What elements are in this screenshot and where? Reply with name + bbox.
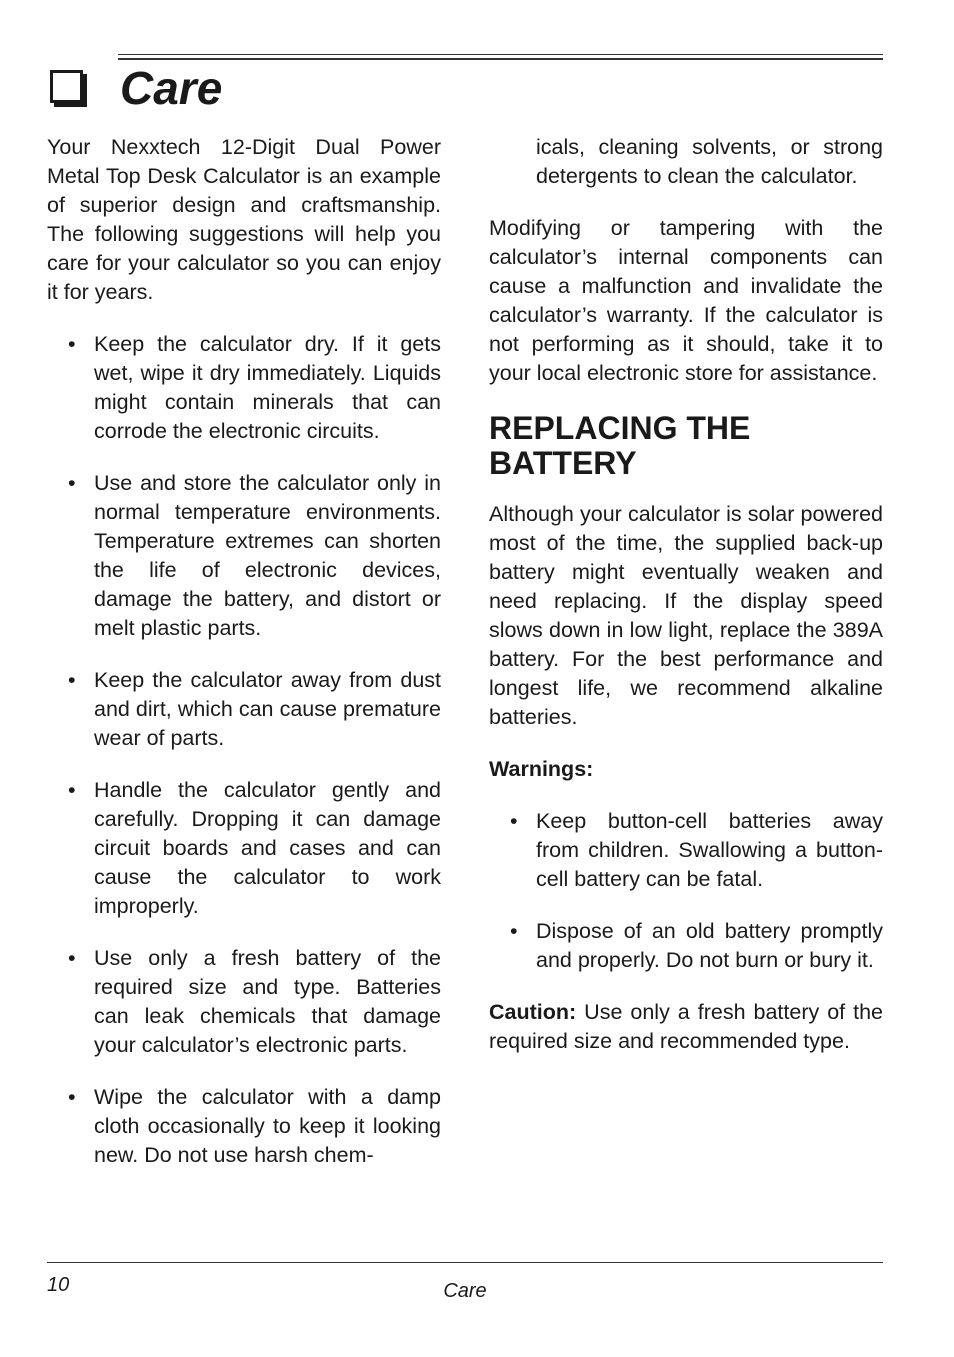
page-title: Care: [120, 62, 223, 114]
page-number: 10: [47, 1274, 70, 1296]
list-item: [47, 469, 441, 643]
footer-rule: [47, 1262, 883, 1263]
list-item: [47, 1083, 441, 1170]
care-tips-list: [47, 330, 441, 1170]
warnings-list: [489, 807, 883, 975]
bullet-icon: •: [510, 809, 518, 833]
header-rule-thin: [118, 54, 883, 55]
bullet-icon: •: [68, 1085, 76, 1109]
list-item-text: Keep button-cell batteries away from children. Swallowing a button-cell battery can be fatal.: [536, 809, 883, 891]
list-item: [47, 944, 441, 1060]
footer-section-label: Care: [443, 1280, 487, 1302]
continued-bullet-text: icals, cleaning solvents, or strong detergents to clean the calculator.: [536, 135, 883, 188]
bullet-icon: •: [68, 471, 76, 495]
list-item-text: Keep the calculator away from dust and dirt, which can cause premature wear of parts.: [94, 668, 441, 750]
bullet-icon: •: [68, 332, 76, 356]
list-item: [47, 666, 441, 753]
list-item-text: Use and store the calculator only in normal temperature environments. Temperature extremes can shorten the life of electronic devices, damage the battery, and distort or melt plastic parts.: [94, 471, 441, 640]
list-item-text: Wipe the calculator with a damp cloth occasionally to keep it looking new. Do not use harsh chem-: [94, 1085, 441, 1167]
caution-text: Use only a fresh battery of the required size and recommended type.: [489, 1000, 883, 1053]
right-column: [489, 133, 883, 1079]
bullet-icon: •: [68, 778, 76, 802]
list-item-text: Keep the calculator dry. If it gets wet, wipe it dry immediately. Liquids might contain minerals that can corrode the electronic circuits.: [94, 332, 441, 443]
intro-paragraph: Your Nexxtech 12-Digit Dual Power Metal Top Desk Calculator is an example of superior design and craftsmanship. The following suggestions will help you care for your calculator so you can enjoy it for years.: [47, 135, 441, 304]
section-heading: REPLACING THE BATTERY: [489, 410, 751, 481]
caution-label: Caution:: [489, 1000, 577, 1024]
checkbox-square-icon: [50, 70, 83, 103]
list-item: [47, 776, 441, 921]
caution-paragraph: [489, 998, 883, 1056]
list-item-text: Use only a fresh battery of the required size and type. Batteries can leak chemicals that damage your calculator’s electronic parts.: [94, 946, 441, 1057]
warnings-label: Warnings:: [489, 757, 594, 781]
list-item-text: Handle the calculator gently and carefully. Dropping it can damage circuit boards and cases and can cause the calculator to work improperly.: [94, 778, 441, 918]
list-item: [47, 330, 441, 446]
modifying-paragraph: Modifying or tampering with the calculator’s internal components can cause a malfunction and invalidate the calculator’s warranty. If the calculator is not performing as it should, take it to your local electronic store for assistance.: [489, 216, 883, 385]
bullet-icon: •: [510, 919, 518, 943]
battery-paragraph: Although your calculator is solar powered most of the time, the supplied back-up battery might eventually weaken and need replacing. If the display speed slows down in low light, replace the 389A battery. For the best performance and longest life, we recommend alkaline batteries.: [489, 502, 883, 729]
list-item: [489, 917, 883, 975]
list-item-text: Dispose of an old battery promptly and properly. Do not burn or bury it.: [536, 919, 883, 972]
header-rule-thick: [118, 58, 883, 60]
list-item: [489, 807, 883, 894]
left-column: [47, 133, 441, 1193]
bullet-icon: •: [68, 668, 76, 692]
bullet-icon: •: [68, 946, 76, 970]
